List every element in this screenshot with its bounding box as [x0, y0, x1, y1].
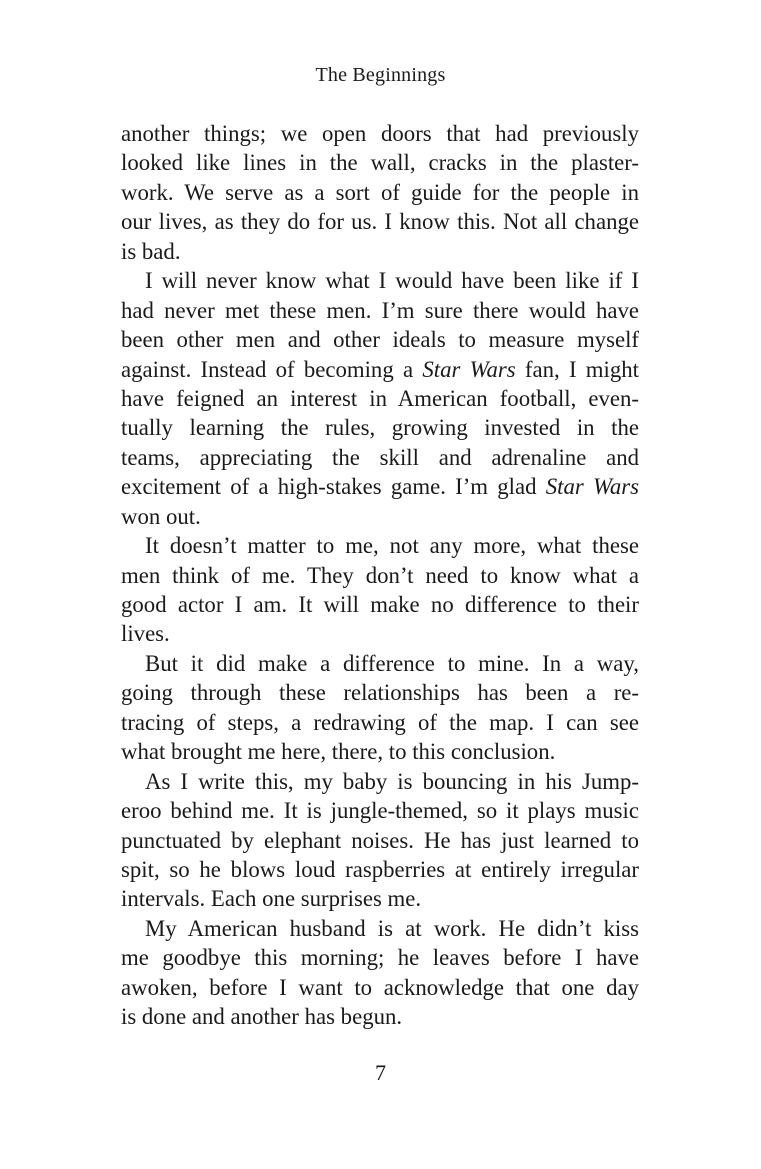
text-line [121, 472, 639, 501]
body-text [121, 119, 639, 1032]
italic-title: Star Wars [545, 474, 639, 500]
text-line: me goodbye this morning; he leaves before I have [121, 945, 639, 971]
text-line: intervals. Each one surprises me. [121, 886, 422, 912]
text-line: lives. [121, 621, 170, 647]
text-line: spit, so he blows loud raspberries at entirely irregular [121, 856, 639, 882]
paragraph [121, 266, 639, 531]
text-line: tracing of steps, a redrawing of the map. I can see [121, 709, 639, 735]
text-line: what brought me here, there, to this conclusion. [121, 739, 556, 765]
text-line: men think of me. They don’t need to know what a [121, 562, 639, 588]
text-line: But it did make a difference to mine. In a way, [145, 650, 639, 676]
running-head: The Beginnings [315, 64, 446, 86]
text-line: have feigned an interest in American football, even- [121, 385, 639, 411]
paragraph [121, 649, 639, 767]
text-line: been other men and other ideals to measure myself [121, 327, 639, 353]
text-line: awoken, before I want to acknowledge that one day [121, 974, 639, 1000]
text-line: is done and another has begun. [121, 1004, 403, 1030]
text-line: punctuated by elephant noises. He has just learned to [121, 827, 639, 853]
text-line: teams, appreciating the skill and adrenaline and [121, 444, 639, 470]
text-line: I will never know what I would have been like if I [145, 268, 639, 294]
text-line: is bad. [121, 238, 181, 264]
text-line: had never met these men. I’m sure there would have [121, 297, 639, 323]
text-line: another things; we open doors that had previously [121, 121, 639, 146]
text-line: tually learning the rules, growing invested in the [121, 415, 639, 441]
text-run: excitement of a high-stakes game. I’m glad [121, 474, 546, 500]
text-line: good actor I am. It will make no difference to their [121, 592, 639, 617]
text-line [121, 355, 639, 384]
text-line: As I write this, my baby is bouncing in his Jump- [145, 768, 639, 794]
paragraph [121, 119, 639, 266]
text-run: against. Instead of becoming a [121, 356, 423, 382]
page-number: 7 [375, 1060, 386, 1085]
text-line: looked like lines in the wall, cracks in the plaster- [121, 150, 639, 176]
text-line: our lives, as they do for us. I know this. Not all change [121, 209, 639, 235]
text-run: fan, I might [515, 356, 639, 382]
text-line: going through these relationships has been a re- [121, 680, 639, 706]
text-line: won out. [121, 503, 201, 529]
text-line: work. We serve as a sort of guide for the people in [121, 179, 639, 205]
paragraph [121, 914, 639, 1032]
italic-title: Star Wars [422, 356, 516, 382]
text-line: My American husband is at work. He didn’t kiss [145, 915, 639, 941]
text-line: eroo behind me. It is jungle-themed, so it plays music [121, 798, 639, 824]
text-line: It doesn’t matter to me, not any more, what these [145, 533, 639, 559]
paragraph [121, 531, 639, 649]
paragraph [121, 767, 639, 914]
